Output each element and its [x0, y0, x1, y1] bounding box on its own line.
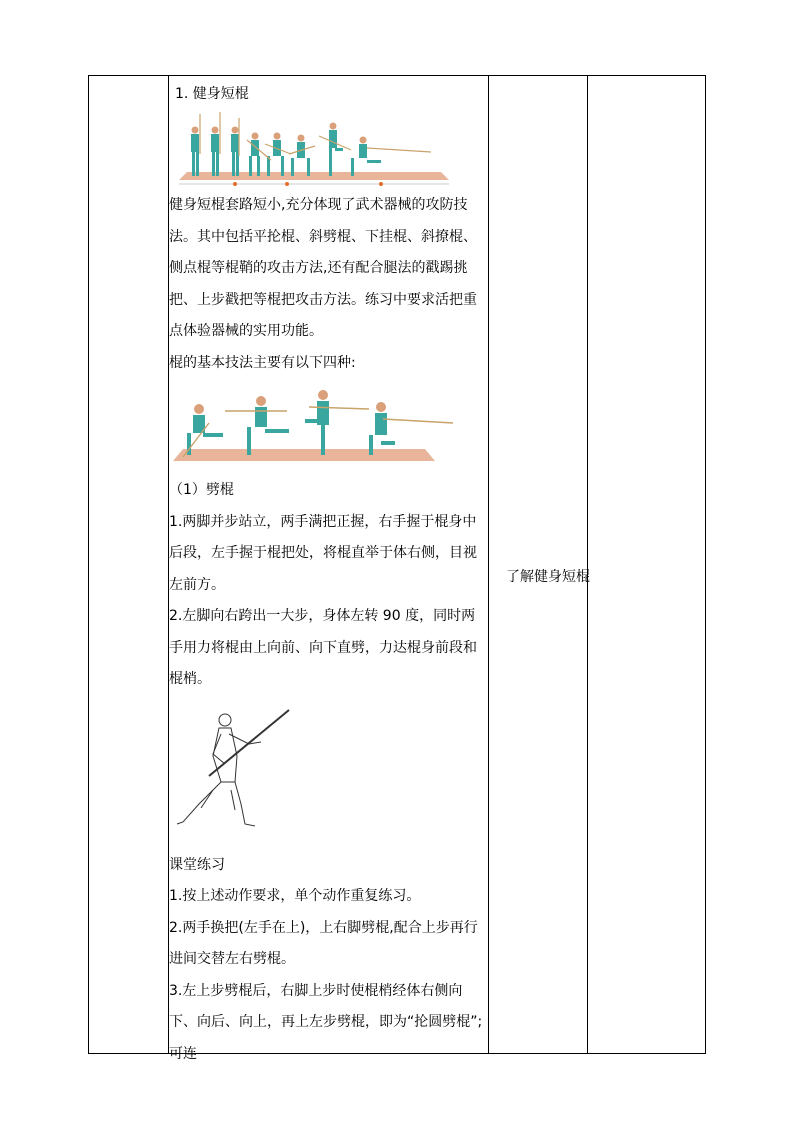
pi-gun-figure-svg	[169, 700, 309, 840]
techniques-figure-svg	[169, 379, 469, 475]
practice-heading: 课堂练习	[169, 856, 225, 873]
sub-heading: （1）劈棍	[169, 482, 234, 498]
routine-figure-svg	[169, 110, 469, 190]
step-2: 2.左脚向右跨出一大步，身体左转 90 度，同时两手用力将棍由上向前、向下直劈，力达棍身前段和棍梢。	[169, 608, 477, 687]
techniques-intro: 棍的基本技法主要有以下四种:	[169, 354, 356, 371]
learning-goal: 了解健身短棍	[506, 569, 590, 585]
lesson-table	[88, 75, 706, 1062]
routine-illustration	[169, 110, 484, 190]
techniques-illustration	[169, 379, 484, 475]
intro-paragraph: 健身短棍套路短小,充分体现了武术器械的攻防技法。其中包括平抡棍、斜劈棍、下挂棍、斜撩棍、侧点棍等棍鞘的攻击方法,还有配合腿法的戳踢挑把、上步戳把等棍把攻击方法。练习中要求活把重点体验器械的实用功能。	[169, 197, 477, 339]
practice-1: 1.按上述动作要求，单个动作重复练习。	[169, 888, 421, 904]
step-1: 1.两脚并步站立，两手满把正握，右手握于棍身中后段，左手握于棍把处，将棍直举于体右侧，目视左前方。	[169, 513, 477, 593]
content-cell	[169, 82, 484, 1070]
section-heading: 1. 健身短棍	[175, 86, 249, 102]
practice-2: 2.两手换把(左手在上)，上右脚劈棍,配合上步再行进间交替左右劈棍。	[169, 919, 478, 967]
column-divider-2	[488, 76, 489, 1053]
pi-gun-line-drawing	[169, 700, 484, 850]
practice-3: 3.左上步劈棍后，右脚上步时使棍梢经体右侧向下、向后、向上，再上左步劈棍，即为“抡圆劈棍”;可连	[169, 982, 483, 1062]
column-divider-3	[587, 76, 588, 1053]
